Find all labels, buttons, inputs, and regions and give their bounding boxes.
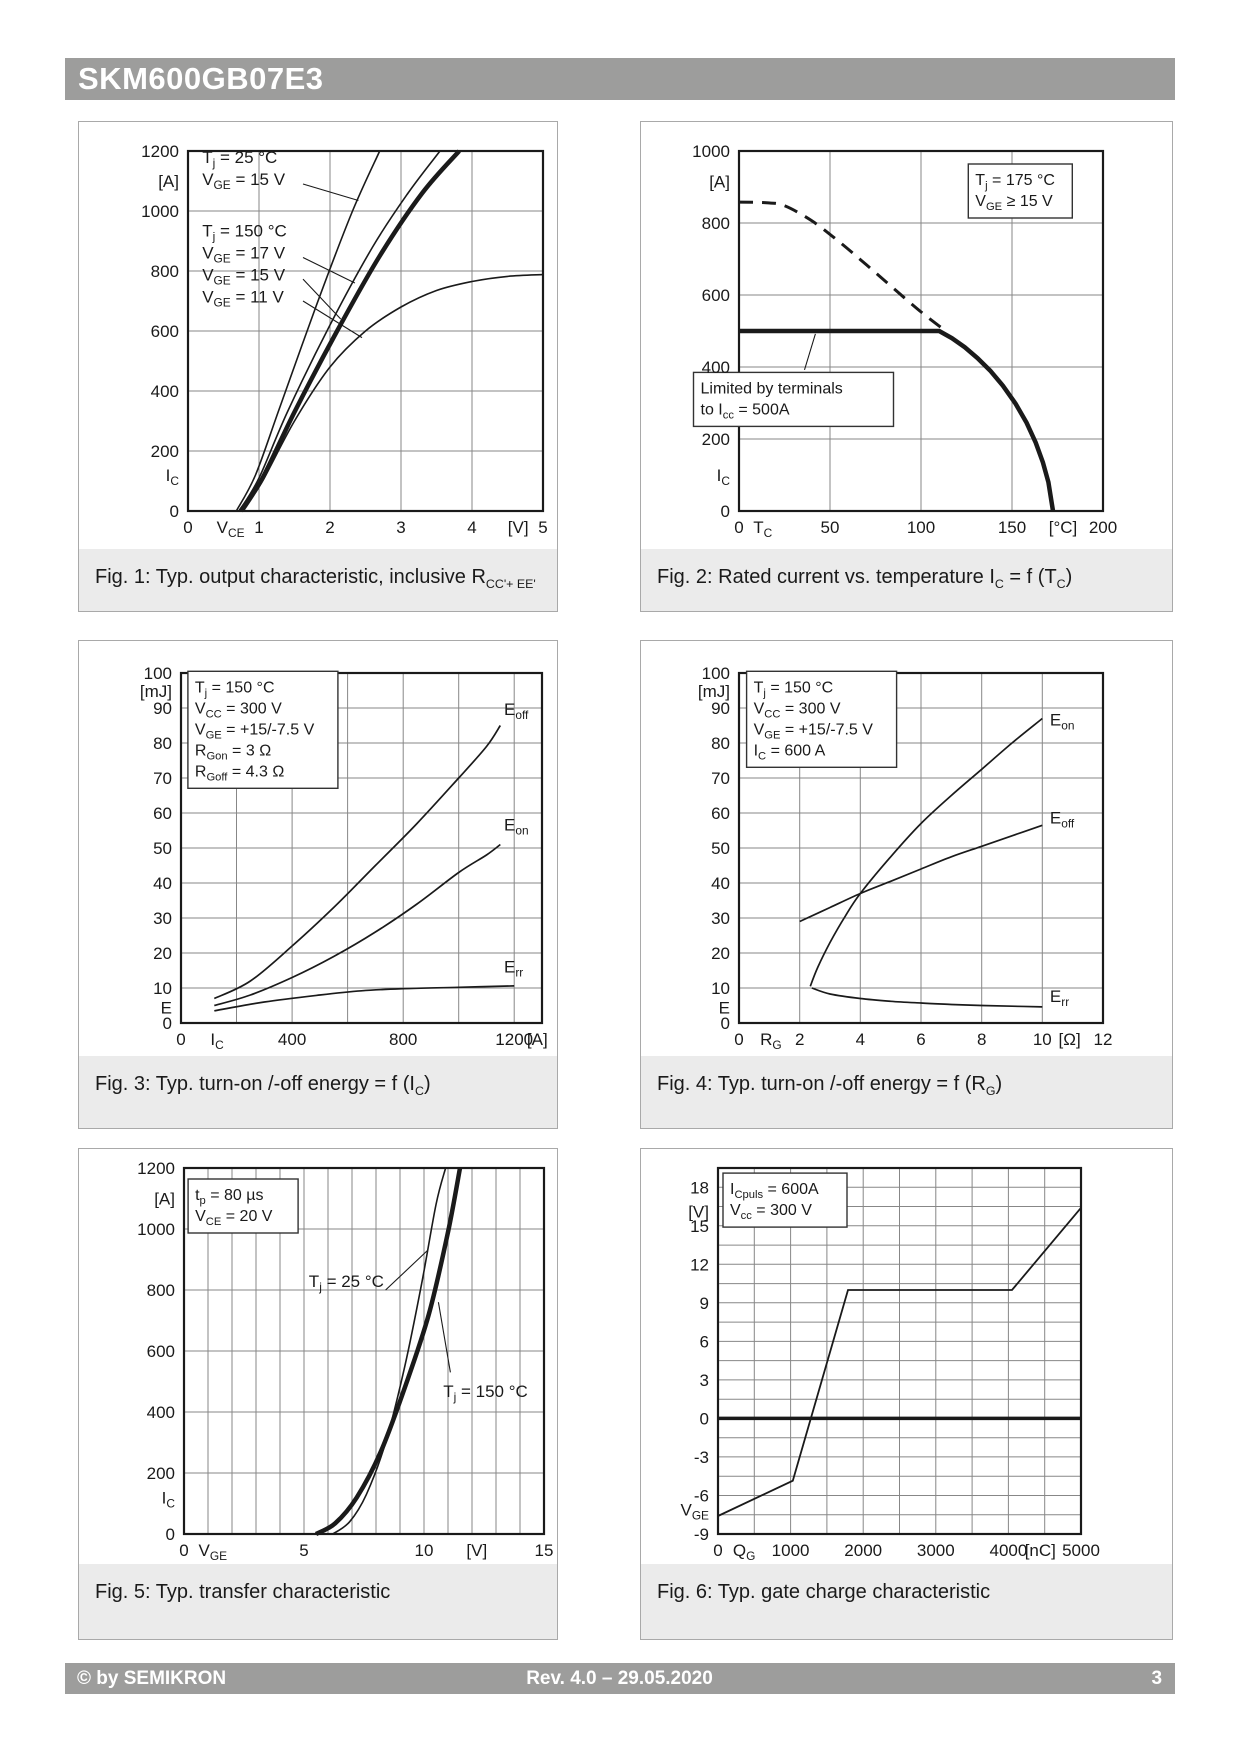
svg-text:400: 400 (701, 358, 730, 377)
svg-text:400: 400 (277, 1030, 307, 1049)
svg-text:50: 50 (820, 518, 840, 537)
svg-text:0: 0 (179, 1541, 189, 1560)
svg-text:Eon: $E_{on}$ (504, 815, 529, 838)
svg-text:200: 200 (1088, 518, 1118, 537)
svg-text:VGE = 17 V: $V_{GE} = 17$ V (202, 243, 286, 266)
svg-text:[A]: [A] (154, 1189, 175, 1209)
figure-1-chart (79, 122, 559, 551)
svg-text:Tj = 150 °C: $T_j = 150$ °C (443, 1381, 528, 1404)
svg-text:5000: 5000 (1062, 1541, 1100, 1560)
svg-text:1200: 1200 (141, 142, 179, 161)
svg-text:[A]: [A] (709, 172, 730, 192)
svg-text:60: 60 (711, 804, 730, 823)
svg-text:ICpuls = 600A: $I_{Cpuls} = 600A$ (730, 1181, 819, 1202)
svg-text:[A]: [A] (158, 172, 179, 191)
svg-text:VGE: $V_{GE}$ (198, 1541, 228, 1563)
svg-text:Eoff: $E_{off}$ (504, 700, 529, 722)
svg-text:0: 0 (734, 1030, 744, 1049)
svg-text:800: 800 (389, 1030, 418, 1049)
svg-text:3: 3 (396, 518, 406, 537)
svg-text:[mJ]: [mJ] (697, 682, 730, 702)
svg-text:0: 0 (176, 1030, 186, 1049)
figure-6-chart (641, 1149, 1174, 1566)
svg-text:2: 2 (794, 1030, 805, 1049)
svg-text:15: 15 (534, 1541, 554, 1560)
svg-text:0: 0 (165, 1525, 175, 1544)
svg-text:0: 0 (720, 1014, 730, 1033)
svg-text:tp = 80 µs: $t_p = 80$ µs (195, 1187, 264, 1207)
footer-page-number: 3 (1151, 1667, 1163, 1689)
svg-text:400: 400 (150, 382, 179, 401)
svg-text:RGoff = 4.3 Ω: $R_{Goff} = 4.3$ Ω (194, 763, 285, 784)
svg-text:Err: $E_{rr}$ (1049, 987, 1070, 1009)
svg-text:800: 800 (150, 262, 179, 281)
footer-copyright: © by SEMIKRON (77, 1667, 227, 1689)
figure-4-chart (641, 641, 1174, 1058)
svg-text:15: 15 (690, 1216, 709, 1236)
svg-text:VCC = 300 V: $V_{CC} = 300$ V (194, 700, 282, 721)
svg-text:3: 3 (699, 1370, 709, 1390)
svg-text:20: 20 (711, 944, 730, 963)
svg-text:4: 4 (467, 518, 477, 537)
svg-text:RG: $R_G$ (760, 1030, 782, 1052)
svg-text:10: 10 (153, 979, 172, 998)
svg-text:600: 600 (146, 1342, 175, 1361)
svg-text:[°C]: [°C] (1048, 518, 1078, 537)
svg-text:0: 0 (720, 502, 730, 521)
svg-text:40: 40 (153, 874, 172, 893)
svg-text:E: E (160, 998, 172, 1018)
svg-text:-3: -3 (693, 1447, 709, 1467)
svg-text:600: 600 (150, 322, 179, 341)
svg-text:IC: $I_C$ (165, 466, 179, 488)
svg-text:150: 150 (997, 518, 1027, 537)
svg-text:[V]: [V] (688, 1202, 709, 1222)
svg-text:1000: 1000 (692, 142, 730, 161)
svg-text:90: 90 (711, 699, 730, 718)
figure-2-caption: Fig. 2: Rated current vs. temperature $I_C = f$ $(T_C)$ (641, 549, 1172, 611)
svg-text:TC: $T_C$ (753, 518, 773, 540)
figure-3-caption: Fig. 3: Typ. turn-on /-off energy = f $(I_C)$ (79, 1056, 557, 1128)
svg-text:QG: $Q_G$ (732, 1541, 756, 1563)
svg-text:18: 18 (690, 1178, 709, 1198)
svg-text:5: 5 (299, 1541, 309, 1560)
svg-text:400: 400 (146, 1403, 175, 1422)
figure-3-panel (78, 640, 558, 1129)
figure-4-panel (640, 640, 1173, 1129)
svg-text:60: 60 (153, 804, 172, 823)
svg-text:800: 800 (146, 1281, 175, 1300)
figure-5-panel (78, 1148, 558, 1640)
svg-text:4000: 4000 (989, 1541, 1028, 1560)
figure-1-panel (78, 121, 558, 612)
figure-5-caption: Fig. 5: Typ. transfer characteristic (79, 1564, 557, 1639)
header-bar (65, 58, 1175, 100)
svg-text:VCC = 300 V: $V_{CC} = 300$ V (753, 700, 841, 721)
svg-text:[nC]: [nC] (1024, 1541, 1056, 1560)
svg-text:0: 0 (699, 1409, 709, 1429)
svg-text:0: 0 (713, 1541, 723, 1560)
svg-text:Vcc = 300 V: $V_{cc} = 300$ V (730, 1202, 812, 1223)
svg-text:40: 40 (711, 874, 730, 893)
page-title: SKM600GB07E3 (78, 61, 324, 96)
svg-text:VGE = 15 V: $V_{GE} = 15$ V (202, 265, 286, 288)
svg-text:VGE ≥ 15 V: $V_{GE} \ge 15$ V (975, 193, 1053, 213)
svg-text:1000: 1000 (137, 1220, 175, 1239)
svg-text:100: 100 (143, 664, 172, 683)
svg-text:12: 12 (1093, 1030, 1113, 1049)
svg-text:VGE: $V_{GE}$ (680, 1500, 709, 1523)
svg-text:10: 10 (1032, 1030, 1052, 1049)
svg-text:10: 10 (711, 979, 730, 998)
figure-4-caption: Fig. 4: Typ. turn-on /-off energy = f $(R_G)$ (641, 1056, 1172, 1128)
svg-text:6: 6 (699, 1332, 709, 1352)
svg-text:VCE = 20 V: $V_{CE} = 20$ V (195, 1208, 273, 1228)
svg-text:Tj = 150 °C: $T_j = 150$ °C (753, 679, 834, 700)
svg-text:200: 200 (150, 442, 179, 461)
svg-text:Tj = 25 °C: $T_j = 25$ °C (202, 148, 278, 170)
svg-text:VGE = 11 V: $V_{GE} = 11$ V (202, 287, 284, 310)
svg-text:[mJ]: [mJ] (139, 682, 172, 702)
svg-text:0: 0 (162, 1014, 172, 1033)
footer-revision: Rev. 4.0 – 29.05.2020 (526, 1667, 713, 1689)
svg-text:4: 4 (855, 1030, 866, 1049)
svg-text:800: 800 (701, 214, 730, 233)
svg-text:IC = 600 A: $I_C = 600$ A (753, 742, 826, 763)
svg-text:Limited by terminals: Limited by terminals (700, 380, 843, 398)
svg-text:100: 100 (906, 518, 936, 537)
svg-text:0: 0 (169, 502, 179, 521)
svg-text:80: 80 (711, 734, 730, 753)
svg-text:IC: $I_C$ (210, 1030, 224, 1052)
svg-text:12: 12 (690, 1255, 709, 1275)
svg-text:20: 20 (153, 944, 172, 963)
figure-1-caption: Fig. 1: Typ. output characteristic, inclusive $R_{CC'+ EE'}$ (79, 549, 557, 611)
svg-text:9: 9 (699, 1293, 709, 1313)
svg-text:Tj = 150 °C: $T_j = 150$ °C (202, 221, 287, 244)
svg-text:70: 70 (711, 769, 730, 788)
svg-text:200: 200 (701, 430, 730, 449)
svg-text:[A]: [A] (526, 1030, 548, 1049)
svg-text:8: 8 (976, 1030, 987, 1049)
svg-text:VGE = +15/-7.5 V: $V_{GE} = +15/-7.5$ V (753, 721, 873, 742)
svg-text:Tj = 150 °C: $T_j = 150$ °C (194, 679, 275, 700)
figure-2-chart (641, 122, 1174, 551)
svg-text:600: 600 (701, 286, 730, 305)
svg-text:0: 0 (183, 518, 193, 537)
svg-text:IC: $I_C$ (161, 1488, 175, 1511)
svg-text:to Icc = 500A: to $I_{cc} = 500A$ (700, 401, 790, 422)
svg-text:Err: $E_{rr}$ (504, 957, 524, 980)
svg-text:RGon = 3 Ω: $R_{Gon} = 3$ Ω (194, 742, 272, 763)
figure-6-caption: Fig. 6: Typ. gate charge characteristic (641, 1564, 1172, 1639)
svg-text:1200: 1200 (495, 1030, 534, 1049)
svg-text:50: 50 (153, 839, 172, 858)
svg-text:3000: 3000 (916, 1541, 955, 1560)
figure-2-panel (640, 121, 1173, 612)
svg-text:[V]: [V] (507, 518, 529, 537)
figure-5-chart (79, 1149, 559, 1566)
svg-text:VCE: $V_{CE}$ (216, 518, 245, 540)
svg-text:6: 6 (916, 1030, 926, 1049)
svg-text:VGE = 15 V: $V_{GE} = 15$ V (202, 170, 286, 192)
svg-text:100: 100 (701, 664, 730, 683)
svg-text:Tj = 25 °C: $T_j = 25$ °C (308, 1272, 384, 1294)
svg-text:90: 90 (153, 699, 172, 718)
figure-3-chart (79, 641, 559, 1058)
figure-6-panel (640, 1148, 1173, 1640)
svg-text:[Ω]: [Ω] (1058, 1030, 1081, 1049)
svg-text:1: 1 (254, 518, 264, 537)
svg-text:VGE = +15/-7.5 V: $V_{GE} = +15/-7.5$ V (194, 721, 315, 742)
footer-bar (65, 1663, 1175, 1694)
svg-text:200: 200 (146, 1464, 175, 1483)
svg-text:1000: 1000 (771, 1541, 810, 1560)
svg-text:-6: -6 (693, 1486, 709, 1506)
svg-text:1200: 1200 (137, 1159, 175, 1178)
svg-text:30: 30 (711, 909, 730, 928)
svg-text:Eoff: $E_{off}$ (1049, 808, 1075, 831)
svg-text:1000: 1000 (141, 202, 179, 221)
svg-text:[V]: [V] (466, 1541, 488, 1560)
svg-text:Eon: $E_{on}$ (1049, 710, 1075, 733)
svg-text:80: 80 (153, 734, 172, 753)
svg-text:IC: $I_C$ (716, 466, 730, 488)
svg-text:0: 0 (734, 518, 744, 537)
svg-text:2: 2 (325, 518, 335, 537)
svg-text:70: 70 (153, 769, 172, 788)
svg-text:2000: 2000 (844, 1541, 883, 1560)
svg-text:10: 10 (414, 1541, 434, 1560)
svg-text:E: E (718, 998, 730, 1018)
svg-text:Tj = 175 °C: $T_j = 175$ °C (975, 172, 1055, 192)
svg-text:-9: -9 (693, 1525, 709, 1544)
svg-text:50: 50 (711, 839, 730, 858)
svg-text:5: 5 (538, 518, 548, 537)
svg-text:30: 30 (153, 909, 172, 928)
